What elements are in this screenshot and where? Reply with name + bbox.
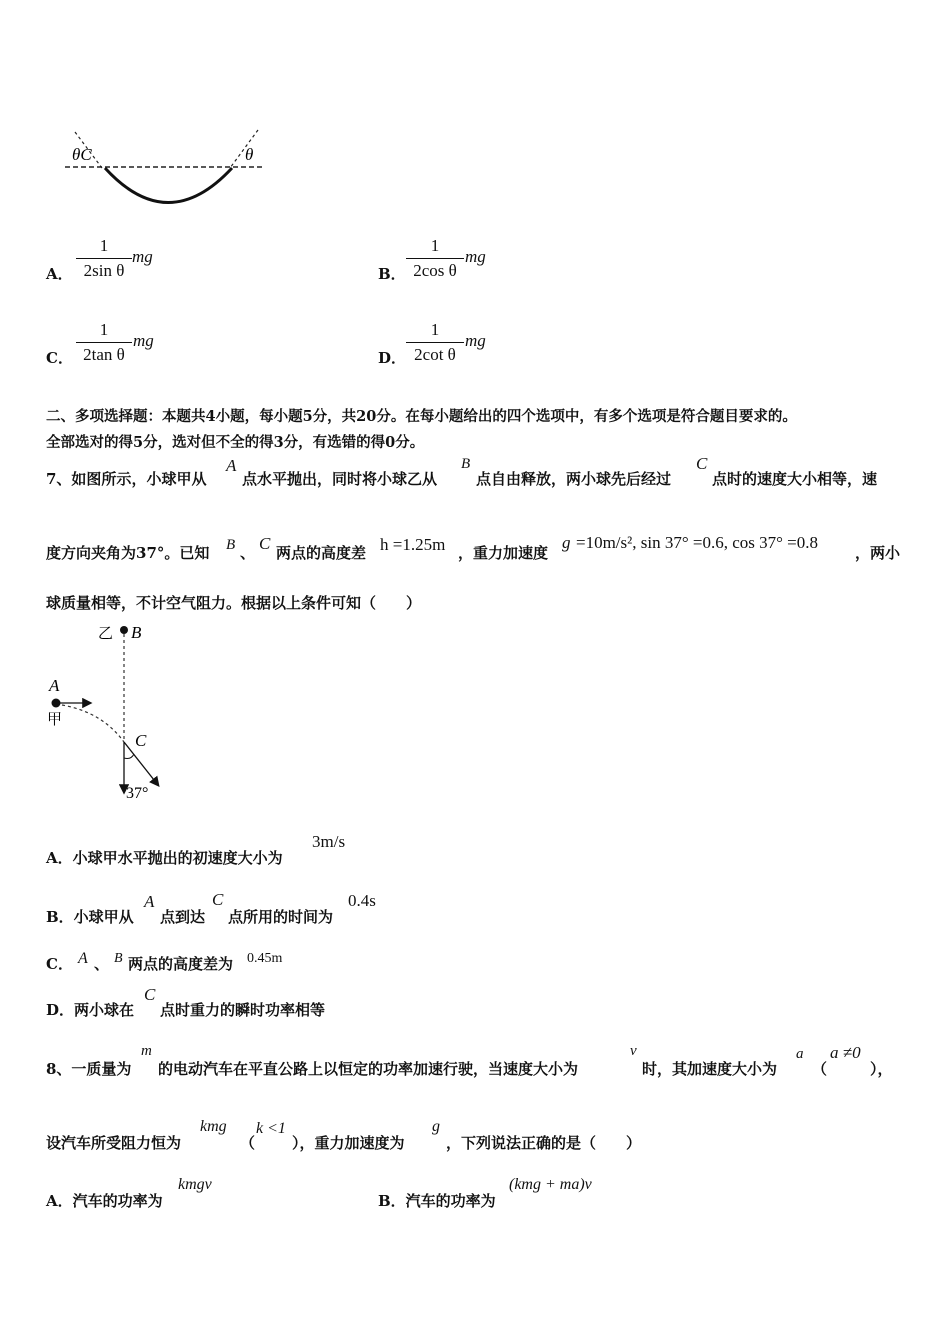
- q7-point-a: A: [226, 456, 237, 475]
- q6-option-d-mg: mg: [465, 331, 486, 350]
- q8-option-a: A．汽车的功率为: [46, 1192, 163, 1210]
- q8-text-4: 设汽车所受阻力恒为: [46, 1134, 182, 1152]
- q7-option-c-a: A: [78, 950, 88, 967]
- q6-option-d-label: D．: [378, 349, 407, 367]
- q6-option-d-fraction: 1 2cot θ: [406, 320, 464, 365]
- q7-point-c2: C: [259, 534, 271, 553]
- q7-option-b-c: C: [212, 890, 224, 909]
- q7-text-5: 度方向夹角为37°。已知: [46, 544, 210, 562]
- fig-label-yi: 乙: [98, 624, 114, 642]
- section2-heading: 二、多项选择题：本题共4小题，每小题5分，共20分。在每小题给出的四个选项中，有多个选项是符合题目要求的。: [46, 408, 797, 425]
- q6-option-b-mg: mg: [465, 247, 486, 266]
- q8-k-paren-open: （: [240, 1134, 256, 1152]
- q7-text-8: ，两小: [855, 544, 901, 562]
- q7-option-d-2: 点时重力的瞬时功率相等: [160, 1001, 326, 1019]
- q7-option-c-value: 0.45m: [247, 951, 283, 966]
- q7-option-b-1: B．小球甲从: [46, 908, 134, 926]
- q8-a-condition: a ≠0: [830, 1043, 861, 1062]
- q7-g-values: =10m/s², sin 37° =0.6, cos 37° =0.8: [576, 533, 819, 552]
- q7-option-b-a: A: [144, 892, 155, 911]
- q6-option-c-label: C．: [46, 349, 73, 367]
- rope-figure: [60, 122, 280, 217]
- q6-option-b-label: B．: [378, 265, 406, 283]
- fig-label-a: A: [49, 676, 60, 695]
- q8-text-3: 时，其加速度大小为: [642, 1060, 778, 1078]
- q8-k-condition: k <1: [256, 1120, 286, 1137]
- q8-paren-close: ），: [870, 1060, 893, 1078]
- q7-option-c-2: 两点的高度差为: [128, 955, 234, 973]
- q7-point-b2: B: [226, 537, 236, 553]
- q6-option-c-mg: mg: [133, 331, 154, 350]
- q8-text-6: ，下列说法正确的是（ ）: [446, 1134, 642, 1152]
- q8-mass-symbol: m: [141, 1043, 152, 1059]
- q7-option-b-3: 点所用的时间为: [228, 908, 334, 926]
- left-angle-label: θC: [72, 145, 92, 164]
- q7-option-b-value: 0.4s: [348, 891, 376, 910]
- q8-text-1: 8、一质量为: [46, 1060, 132, 1078]
- q7-option-d-c: C: [144, 985, 156, 1004]
- q7-sep: 、: [240, 544, 256, 562]
- q7-text-3: 点自由释放，两小球先后经过: [476, 470, 672, 488]
- projectile-figure: [40, 620, 200, 805]
- q7-option-a-value: 3m/s: [312, 832, 346, 851]
- q7-option-c-sep: 、: [94, 955, 110, 973]
- fig-label-b: B: [131, 623, 142, 642]
- q7-option-c-b: B: [114, 951, 123, 966]
- q8-option-b: B．汽车的功率为: [378, 1192, 496, 1210]
- q7-option-c-1: C．: [46, 955, 73, 973]
- section2-note: 全部选对的得5分，选对但不全的得3分，有选错的得0分。: [46, 434, 425, 451]
- q7-point-b: B: [461, 456, 471, 472]
- q7-option-b-2: 点到达: [160, 908, 206, 926]
- q7-text-4: 点时的速度大小相等，速: [712, 470, 878, 488]
- q8-option-a-value: kmgv: [178, 1176, 212, 1193]
- q8-option-b-value: (kmg + ma)v: [509, 1176, 592, 1193]
- q7-text-1: 7、如图所示，小球甲从: [46, 470, 207, 488]
- q8-kmg: kmg: [200, 1118, 227, 1135]
- q7-g-symbol: g: [562, 533, 571, 552]
- q8-paren-open: （: [812, 1060, 828, 1078]
- q7-option-d-1: D．两小球在: [46, 1001, 135, 1019]
- q8-text-2: 的电动汽车在平直公路上以恒定的功率加速行驶，当速度大小为: [158, 1060, 579, 1078]
- q7-text-2: 点水平抛出，同时将小球乙从: [242, 470, 438, 488]
- q6-option-a-label: A．: [46, 265, 73, 283]
- q7-option-a: A．小球甲水平抛出的初速度大小为: [46, 849, 283, 867]
- q7-text-7: ，重力加速度: [458, 544, 549, 562]
- fig-label-angle: 37°: [126, 785, 149, 802]
- q8-a-symbol: a: [796, 1046, 804, 1062]
- q8-v-symbol: v: [630, 1043, 637, 1059]
- q7-text-9: 球质量相等，不计空气阻力。根据以上条件可知（ ）: [46, 594, 422, 612]
- q8-text-5: ），重力加速度为: [292, 1134, 405, 1152]
- q7-point-c: C: [696, 454, 708, 473]
- fig-label-c: C: [135, 731, 147, 750]
- q7-height-value: h =1.25m: [380, 535, 446, 554]
- right-angle-label: θ: [245, 145, 254, 164]
- q6-option-a-mg: mg: [132, 247, 153, 266]
- q6-option-c-fraction: 1 2tan θ: [76, 320, 132, 365]
- q6-option-b-fraction: 1 2cos θ: [406, 236, 464, 281]
- q6-option-a-fraction: 1 2sin θ: [76, 236, 132, 281]
- q7-text-6: 两点的高度差: [276, 544, 367, 562]
- fig-label-jia: 甲: [47, 710, 63, 728]
- q8-g-symbol: g: [432, 1118, 440, 1135]
